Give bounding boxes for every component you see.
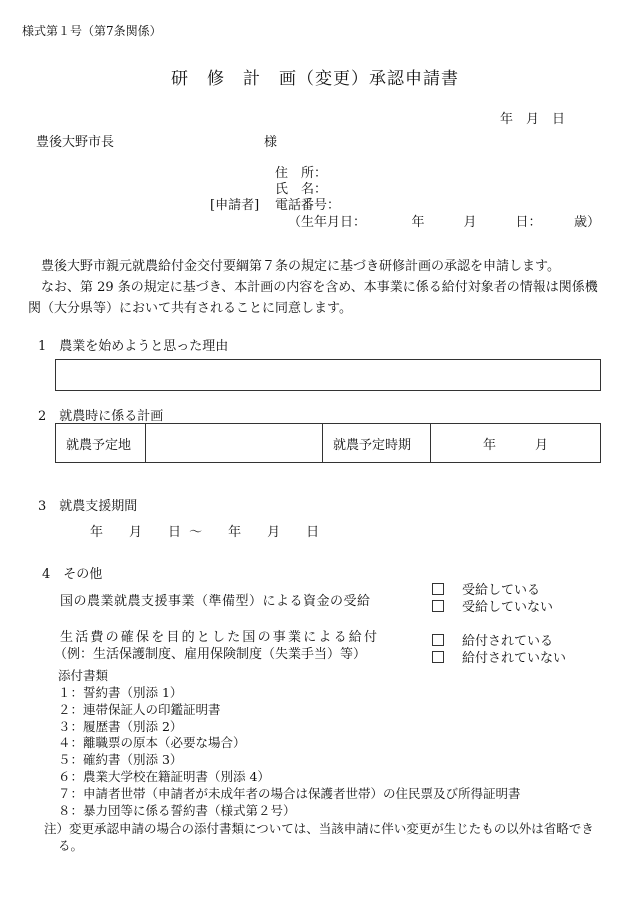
checkbox-icon[interactable] xyxy=(432,634,444,646)
date-line: 年 月 日 xyxy=(500,112,566,127)
checkbox-icon[interactable] xyxy=(432,600,444,612)
attachment-item: ６：農業大学校在籍証明書（別添 4） xyxy=(58,768,270,784)
question-2-line-2: （例：生活保護制度、雇用保険制度（失業手当）等） xyxy=(54,647,367,662)
q2-option-2[interactable] xyxy=(432,650,566,667)
applicant-tag: [申請者] xyxy=(210,198,260,213)
attachment-item: ４：離職票の原本（必要な場合） xyxy=(58,735,246,751)
checkbox-icon[interactable] xyxy=(432,651,444,663)
attachments-list xyxy=(58,685,521,819)
form-number: 様式第１号（第7条関係） xyxy=(22,24,162,38)
attachment-item: ３：履歴書（別添 2） xyxy=(58,718,183,734)
section-1-heading: 1 農業を始めようと思った理由 xyxy=(38,339,229,354)
address-label: 住 所： xyxy=(275,166,328,181)
q2-option-1[interactable] xyxy=(432,633,566,650)
body-paragraph-2: なお、第 29 条の規定に基づき、本計画の内容を含め、本事業に係る給付対象者の情報は関係機関（大分県等）において共有されることに同意します。 xyxy=(28,280,598,316)
addressee xyxy=(36,131,278,150)
q1-options xyxy=(432,582,553,616)
attachment-item: １：誓約書（別添 1） xyxy=(58,685,183,700)
body-paragraph-1: 豊後大野市親元就農給付金交付要綱第７条の規定に基づき研修計画の承認を申請します。 xyxy=(41,259,560,274)
addressee-name: 豊後大野市長 xyxy=(36,135,115,150)
question-2-line-1: 生活費の確保を目的とした国の事業による給付 xyxy=(60,630,380,645)
attachment-item: ２：連帯保証人の印鑑証明書 xyxy=(58,701,221,717)
support-period: 年 月 日 〜 年 月 日 xyxy=(90,525,320,540)
plan-table xyxy=(55,423,601,463)
attachment-item: ７：申請者世帯（申請者が未成年者の場合は保護者世帯）の住民票及び所得証明書 xyxy=(58,785,521,801)
time-label: 就農予定時期 xyxy=(323,424,431,463)
q1-option-2-label: 受給していない xyxy=(462,600,554,615)
footnote: 注）変更承認申請の場合の添付書類については、当該申請に伴い変更が生じたもの以外は省略できる。 xyxy=(44,821,594,853)
checkbox-icon[interactable] xyxy=(432,583,444,595)
attachments-heading: 添付書類 xyxy=(58,668,109,683)
q2-options xyxy=(432,633,566,667)
attachment-item: ８：暴力団等に係る誓約書（様式第２号） xyxy=(58,802,296,818)
addressee-honorific: 様 xyxy=(264,135,278,150)
attachment-item: ５：確約書（別添 3） xyxy=(58,752,183,768)
phone-label: 電話番号： xyxy=(275,198,341,213)
q1-option-2[interactable] xyxy=(432,599,553,616)
section-2-heading: 2 就農時に係る計画 xyxy=(38,409,164,424)
name-label: 氏 名： xyxy=(275,182,328,197)
q2-option-1-label: 給付されている xyxy=(462,634,554,649)
q1-option-1-label: 受給している xyxy=(462,583,541,598)
birth-line: （生年月日： 年 月 日： 歳） xyxy=(288,215,601,230)
question-1: 国の農業就農支援事業（準備型）による資金の受給 xyxy=(60,594,371,609)
q1-option-1[interactable] xyxy=(432,582,553,599)
place-value[interactable] xyxy=(146,424,323,463)
section-3-heading: 3 就農支援期間 xyxy=(38,499,138,514)
place-label: 就農予定地 xyxy=(56,424,146,463)
time-value[interactable]: 年 月 xyxy=(431,424,601,463)
document-title: 研 修 計 画（変更）承認申請書 xyxy=(171,69,459,89)
reason-input-box[interactable] xyxy=(55,359,601,391)
q2-option-2-label: 給付されていない xyxy=(462,651,567,666)
section-4-heading: 4 その他 xyxy=(42,567,103,582)
